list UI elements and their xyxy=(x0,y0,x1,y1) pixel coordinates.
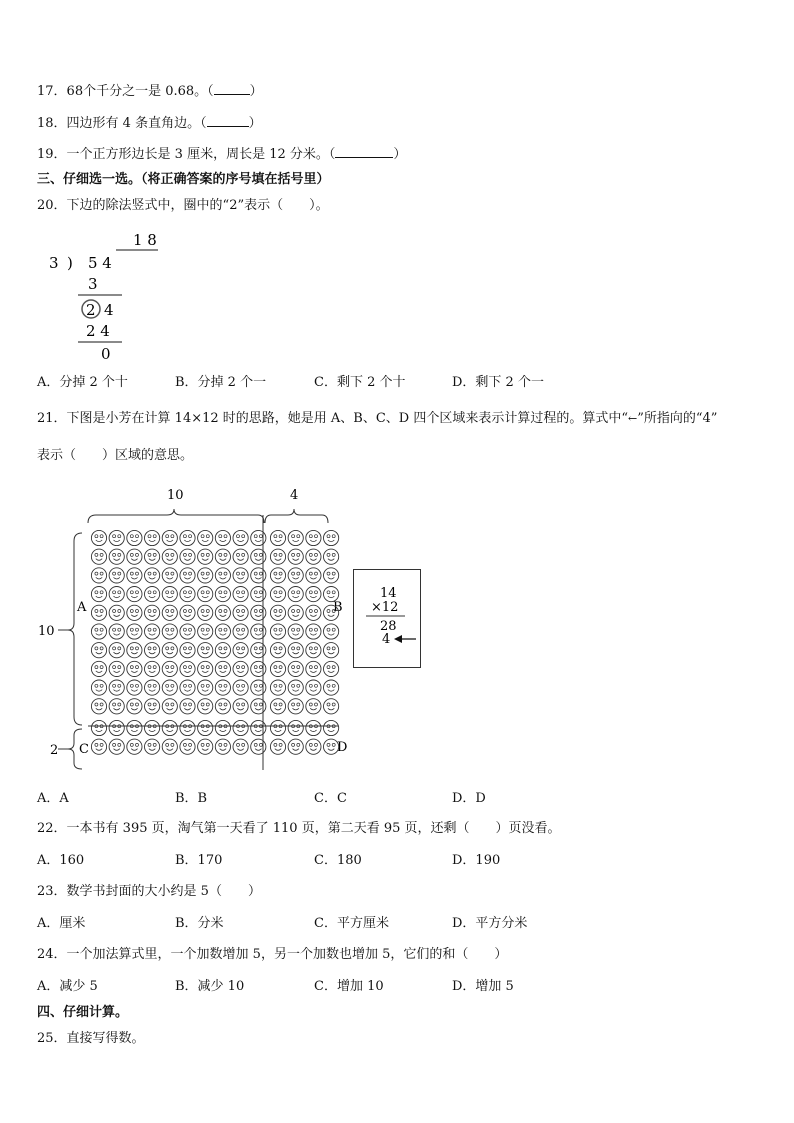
smiley-face-icon xyxy=(91,720,106,735)
smiley-face-icon xyxy=(198,587,213,602)
smiley-face-icon xyxy=(145,549,160,564)
smiley-face-icon xyxy=(215,720,230,735)
brace-top-right xyxy=(265,509,328,523)
region-label-a: A xyxy=(77,600,87,615)
smiley-face-icon xyxy=(162,643,177,658)
smiley-face-icon xyxy=(180,643,195,658)
smiley-face-icon xyxy=(145,680,160,695)
smiley-face-icon xyxy=(180,699,195,714)
q22-option-c[interactable]: C．180 xyxy=(314,853,362,868)
smiley-face-icon xyxy=(91,624,106,639)
smiley-face-icon xyxy=(233,549,248,564)
multiplication-box xyxy=(353,569,423,669)
q20-option-a[interactable]: A．分掉 2 个十 xyxy=(37,375,128,390)
smiley-face-icon xyxy=(233,587,248,602)
answer-blank-18[interactable] xyxy=(207,114,249,127)
smiley-face-icon xyxy=(324,720,339,735)
smiley-face-icon xyxy=(270,530,285,545)
smiley-face-icon xyxy=(215,605,230,620)
smiley-face-icon xyxy=(162,739,177,754)
smiley-face-icon xyxy=(270,624,285,639)
smiley-face-icon xyxy=(306,568,321,583)
smiley-face-icon xyxy=(215,643,230,658)
smiley-face-icon xyxy=(324,699,339,714)
smiley-face-icon xyxy=(145,587,160,602)
smiley-face-icon xyxy=(215,680,230,695)
smiley-face-icon xyxy=(270,568,285,583)
smiley-face-icon xyxy=(198,549,213,564)
smiley-face-icon xyxy=(251,720,266,735)
smiley-face-icon xyxy=(306,587,321,602)
smiley-face-icon xyxy=(198,530,213,545)
question-21-stem-line1 xyxy=(37,410,717,428)
question-18-text: 18．四边形有 4 条直角边。（ xyxy=(37,116,207,131)
region-label-d: D xyxy=(337,740,348,755)
smiley-face-icon xyxy=(288,605,303,620)
smiley-face-icon xyxy=(288,643,303,658)
smiley-face-icon xyxy=(306,720,321,735)
smiley-face-icon xyxy=(198,568,213,583)
smiley-face-icon xyxy=(288,699,303,714)
smiley-face-icon xyxy=(198,739,213,754)
label-top-10: 10 xyxy=(167,488,184,503)
smiley-face-icon xyxy=(270,643,285,658)
smiley-face-icon xyxy=(145,530,160,545)
smiley-face-icon xyxy=(288,530,303,545)
smiley-face-icon xyxy=(198,680,213,695)
smiley-face-icon xyxy=(109,661,124,676)
smiley-face-icon xyxy=(288,720,303,735)
q23-option-b[interactable]: B．分米 xyxy=(175,916,224,931)
smiley-face-icon xyxy=(306,643,321,658)
smiley-face-icon xyxy=(162,605,177,620)
smiley-face-icon xyxy=(91,680,106,695)
smiley-face-icon xyxy=(180,549,195,564)
smiley-face-icon xyxy=(324,624,339,639)
question-21-stem-line2: 表示（ ）区域的意思。 xyxy=(37,448,194,463)
smiley-face-icon xyxy=(251,643,266,658)
smiley-face-icon xyxy=(162,699,177,714)
q20-option-c[interactable]: C．剩下 2 个十 xyxy=(314,375,406,390)
smiley-face-icon xyxy=(233,680,248,695)
smiley-face-icon xyxy=(145,661,160,676)
smiley-face-icon xyxy=(251,530,266,545)
label-left-10: 10 xyxy=(38,624,55,639)
smiley-face-icon xyxy=(145,643,160,658)
division-step1: 3 xyxy=(88,275,98,293)
smiley-face-icon xyxy=(288,624,303,639)
smiley-face-icon xyxy=(233,568,248,583)
q20-option-b[interactable]: B．分掉 2 个一 xyxy=(175,375,267,390)
smiley-face-icon xyxy=(215,530,230,545)
q22-option-a[interactable]: A．160 xyxy=(37,853,85,868)
question-17-close: ） xyxy=(249,84,263,99)
smiley-face-icon xyxy=(91,549,106,564)
smiley-face-icon xyxy=(91,699,106,714)
brace-left-big xyxy=(68,533,82,725)
smiley-face-icon xyxy=(91,643,106,658)
smiley-face-icon xyxy=(127,739,142,754)
smiley-face-icon xyxy=(306,739,321,754)
smiley-face-icon xyxy=(127,699,142,714)
smiley-face-icon xyxy=(215,587,230,602)
smiley-face-icon xyxy=(180,624,195,639)
smiley-face-icon xyxy=(109,643,124,658)
smiley-face-icon xyxy=(215,568,230,583)
question-19 xyxy=(37,145,406,164)
smiley-face-icon xyxy=(162,661,177,676)
smiley-face-icon xyxy=(233,605,248,620)
region-label-c: C xyxy=(79,742,89,757)
smiley-face-icon xyxy=(91,568,106,583)
q21-option-b[interactable]: B．B xyxy=(175,791,208,806)
smiley-face-icon xyxy=(162,587,177,602)
smiley-face-icon xyxy=(306,680,321,695)
smiley-face-icon xyxy=(180,739,195,754)
smiley-face-icon xyxy=(251,661,266,676)
q21-option-a[interactable]: A．A xyxy=(37,791,69,806)
q22-option-d[interactable]: D．190 xyxy=(452,853,501,868)
smiley-face-grid xyxy=(91,530,338,754)
smiley-face-icon xyxy=(215,549,230,564)
smiley-face-icon xyxy=(215,699,230,714)
smiley-face-icon xyxy=(127,624,142,639)
smiley-face-icon xyxy=(180,661,195,676)
smiley-face-icon xyxy=(109,605,124,620)
smiley-face-icon xyxy=(306,549,321,564)
smiley-face-icon xyxy=(251,549,266,564)
question-18 xyxy=(37,114,262,133)
smiley-face-icon xyxy=(198,605,213,620)
smiley-face-icon xyxy=(109,587,124,602)
smiley-face-icon xyxy=(91,739,106,754)
smiley-face-icon xyxy=(127,661,142,676)
region-label-b: B xyxy=(333,600,343,615)
smiley-face-icon xyxy=(109,720,124,735)
smiley-face-icon xyxy=(127,530,142,545)
smiley-face-icon xyxy=(162,624,177,639)
label-left-2: 2 xyxy=(50,743,59,758)
question-21-stem-part1: 21．下图是小芳在计算 14×12 时的思路，她是用 A、B、C、D 四个区域来表示计算过程的。算式中“ xyxy=(37,411,629,426)
brace-top-left xyxy=(88,509,264,523)
q22-option-b[interactable]: B．170 xyxy=(175,853,223,868)
smiley-face-icon xyxy=(145,605,160,620)
smiley-face-icon xyxy=(324,530,339,545)
smiley-face-icon xyxy=(288,587,303,602)
smiley-face-icon xyxy=(324,568,339,583)
smiley-face-icon xyxy=(145,624,160,639)
calc-multiplicand: 14 xyxy=(380,586,397,601)
smiley-face-icon xyxy=(109,739,124,754)
smiley-face-icon xyxy=(251,605,266,620)
smiley-face-icon xyxy=(306,605,321,620)
division-dividend: 5 4 xyxy=(88,254,112,272)
smiley-face-icon xyxy=(215,739,230,754)
smiley-face-icon xyxy=(324,587,339,602)
smiley-face-icon xyxy=(91,530,106,545)
smiley-face-icon xyxy=(109,530,124,545)
smiley-face-icon xyxy=(306,661,321,676)
smiley-face-icon xyxy=(91,605,106,620)
label-top-4: 4 xyxy=(290,488,299,503)
question-19-text: 19．一个正方形边长是 3 厘米，周长是 12 分米。（ xyxy=(37,147,336,162)
smiley-face-icon xyxy=(162,680,177,695)
smiley-face-icon xyxy=(198,720,213,735)
smiley-face-icon xyxy=(198,661,213,676)
smiley-face-icon xyxy=(233,624,248,639)
smiley-face-icon xyxy=(288,661,303,676)
smiley-face-icon xyxy=(145,720,160,735)
smiley-face-icon xyxy=(306,624,321,639)
division-circled-digit: 2 xyxy=(86,301,96,319)
smiley-face-icon xyxy=(91,661,106,676)
smiley-face-icon xyxy=(198,699,213,714)
answer-blank-19[interactable] xyxy=(335,145,393,158)
smiley-face-icon xyxy=(270,739,285,754)
smiley-face-icon xyxy=(127,587,142,602)
smiley-face-icon xyxy=(109,549,124,564)
smiley-face-icon xyxy=(180,568,195,583)
smiley-face-icon xyxy=(109,699,124,714)
question-24-stem: 24．一个加法算式里，一个加数增加 5，另一个加数也增加 5，它们的和（ ） xyxy=(37,947,508,962)
division-remainder: 0 xyxy=(101,345,111,363)
division-bracket: ) xyxy=(67,254,73,272)
smiley-face-icon xyxy=(270,661,285,676)
calc-multiplier: ×12 xyxy=(371,600,399,615)
division-carry-digit: 4 xyxy=(104,301,114,319)
smiley-face-icon xyxy=(306,530,321,545)
smiley-face-icon xyxy=(233,720,248,735)
smiley-face-icon xyxy=(162,568,177,583)
smiley-face-icon xyxy=(127,568,142,583)
smiley-face-icon xyxy=(233,739,248,754)
calc-partial-product-2: 4 xyxy=(382,632,391,647)
smiley-face-icon xyxy=(251,699,266,714)
smiley-face-icon xyxy=(233,699,248,714)
smiley-face-icon xyxy=(270,720,285,735)
smiley-face-icon xyxy=(233,530,248,545)
q24-option-d[interactable]: D．增加 5 xyxy=(452,979,514,994)
section-3-heading: 三、仔细选一选。（将正确答案的序号填在括号里） xyxy=(37,172,330,187)
smiley-face-icon xyxy=(127,680,142,695)
question-17-text: 17．68个千分之一是 0.68。（ xyxy=(37,84,214,99)
q24-option-c[interactable]: C．增加 10 xyxy=(314,979,384,994)
long-division-figure xyxy=(40,225,160,370)
smiley-face-icon xyxy=(324,643,339,658)
calc-partial-product-1: 28 xyxy=(380,619,397,634)
smiley-face-icon xyxy=(162,530,177,545)
smiley-face-icon xyxy=(127,643,142,658)
smiley-face-icon xyxy=(145,739,160,754)
question-25-stem: 25．直接写得数。 xyxy=(37,1031,145,1046)
division-quotient: 1 8 xyxy=(133,231,157,249)
smiley-face-icon xyxy=(251,568,266,583)
question-20-stem: 20．下边的除法竖式中，圈中的“2”表示（ ）。 xyxy=(37,198,329,213)
smiley-face-icon xyxy=(251,587,266,602)
smiley-face-icon xyxy=(145,699,160,714)
q23-option-a[interactable]: A．厘米 xyxy=(37,916,86,931)
smiley-face-icon xyxy=(324,661,339,676)
smiley-face-icon xyxy=(288,739,303,754)
smiley-face-icon xyxy=(109,568,124,583)
division-step2: 2 4 xyxy=(86,322,110,340)
smiley-face-icon xyxy=(162,720,177,735)
smiley-face-icon xyxy=(270,680,285,695)
smiley-face-icon xyxy=(127,605,142,620)
question-22-stem: 22．一本书有 395 页，淘气第一天看了 110 页，第二天看 95 页，还剩（ ）页没看。 xyxy=(37,821,561,836)
smiley-face-icon xyxy=(215,624,230,639)
question-18-close: ） xyxy=(248,116,262,131)
question-21-stem-part2: ”所指向的“4” xyxy=(637,411,718,426)
smiley-face-icon xyxy=(270,699,285,714)
division-divisor: 3 xyxy=(49,254,59,272)
smiley-face-icon xyxy=(251,680,266,695)
smiley-face-icon xyxy=(288,549,303,564)
smiley-face-icon xyxy=(270,587,285,602)
smiley-face-icon xyxy=(180,587,195,602)
smiley-face-icon xyxy=(127,549,142,564)
smiley-face-icon xyxy=(251,739,266,754)
smiley-face-icon xyxy=(198,624,213,639)
smiley-face-icon xyxy=(251,624,266,639)
q21-option-c[interactable]: C．C xyxy=(314,791,347,806)
smiley-face-icon xyxy=(270,605,285,620)
smiley-face-icon xyxy=(180,680,195,695)
question-23-stem: 23．数学书封面的大小约是 5（ ） xyxy=(37,884,261,899)
smiley-face-icon xyxy=(324,549,339,564)
smiley-face-icon xyxy=(306,699,321,714)
q23-option-c[interactable]: C．平方厘米 xyxy=(314,916,389,931)
smiley-face-icon xyxy=(180,720,195,735)
smiley-face-icon xyxy=(198,643,213,658)
smiley-face-icon xyxy=(91,587,106,602)
answer-blank-17[interactable] xyxy=(214,82,250,95)
smiley-face-icon xyxy=(145,568,160,583)
smiley-face-icon xyxy=(109,680,124,695)
question-19-close: ） xyxy=(393,147,407,162)
smiley-face-icon xyxy=(215,661,230,676)
smiley-face-icon xyxy=(233,661,248,676)
smiley-face-icon xyxy=(127,720,142,735)
smiley-face-icon xyxy=(324,680,339,695)
smiley-face-icon xyxy=(270,549,285,564)
smiley-face-icon xyxy=(233,643,248,658)
smiley-face-icon xyxy=(180,530,195,545)
smiley-face-icon xyxy=(162,549,177,564)
smiley-face-icon xyxy=(109,624,124,639)
q21-option-d[interactable]: D．D xyxy=(452,791,486,806)
smiley-face-icon xyxy=(180,605,195,620)
question-17 xyxy=(37,82,263,101)
smiley-face-icon xyxy=(288,680,303,695)
smiley-face-icon xyxy=(288,568,303,583)
q20-option-d[interactable]: D．剩下 2 个一 xyxy=(452,375,544,390)
left-arrow-icon: ← xyxy=(628,412,638,425)
section-4-heading: 四、仔细计算。 xyxy=(37,1005,129,1020)
q24-option-b[interactable]: B．减少 10 xyxy=(175,979,245,994)
q23-option-d[interactable]: D．平方分米 xyxy=(452,916,528,931)
q24-option-a[interactable]: A．减少 5 xyxy=(37,979,98,994)
